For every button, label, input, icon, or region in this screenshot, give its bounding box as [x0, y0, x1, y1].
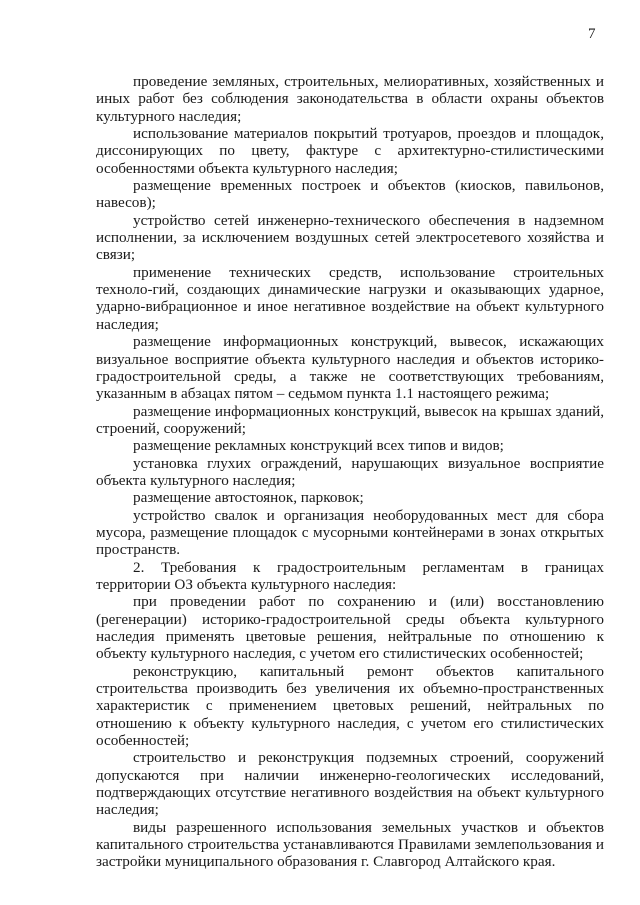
page-number: 7: [588, 26, 596, 42]
paragraph: виды разрешенного использования земельных участков и объектов капитального строительства устанавливаются Правилами землепользования и застройки муниципального образования г. Славгород Алтайского края.: [96, 818, 604, 871]
paragraph: использование материалов покрытий тротуаров, проездов и площадок, диссонирующих по цвету, фактуре с архитектурно-стилистическими особенностями объекта культурного наследия;: [96, 125, 604, 177]
paragraph: размещение временных построек и объектов (киосков, павильонов, навесов);: [96, 177, 604, 212]
body-text: [96, 73, 604, 871]
paragraph: применение технических средств, использование строительных техноло-гий, создающих динамические нагрузки и оказывающих ударное, ударно-вибрационное и иное негативное воздействие на объект культурного наследия;: [96, 263, 604, 333]
paragraph: установка глухих ограждений, нарушающих визуальное восприятие объекта культурного наследия;: [96, 454, 604, 489]
paragraph: размещение рекламных конструкций всех типов и видов;: [133, 437, 504, 455]
paragraph: размещение информационных конструкций, вывесок, искажающих визуальное восприятие объекта культурного наследия и объектов историко-градостроительной среды, а также не соответствующих требованиям, указанным в абзацах пятом – седьмом пункта 1.1 настоящего режима;: [96, 333, 604, 403]
paragraph: проведение земляных, строительных, мелиоративных, хозяйственных и иных работ без соблюдения законодательства в области охраны объектов культурного наследия;: [96, 73, 604, 125]
paragraph: 2. Требования к градостроительным регламентам в границах территории ОЗ объекта культурного наследия:: [96, 558, 604, 593]
paragraph: реконструкцию, капитальный ремонт объектов капитального строительства производить без увеличения их объемно-пространственных характеристик с применением цветовых решений, нейтральных по отношению к объекту культурного наследия, с учетом его стилистических особенностей;: [96, 662, 604, 750]
paragraph: размещение информационных конструкций, вывесок на крышах зданий, строений, сооружений;: [96, 402, 604, 437]
paragraph: размещение автостоянок, парковок;: [133, 489, 364, 507]
paragraph: устройство свалок и организация необорудованных мест для сбора мусора, размещение площадок с мусорными контейнерами в зонах открытых пространств.: [96, 506, 604, 559]
paragraph: при проведении работ по сохранению и (или) восстановлению (регенерации) историко-градостроительной среды объекта культурного наследия применять цветовые решения, нейтральные по отношению к объекту культурного наследия, с учетом его стилистических особенностей;: [96, 593, 604, 663]
paragraph: строительство и реконструкция подземных строений, сооружений допускаются при наличии инженерно-геологических исследований, подтверждающих отсутствие негативного воздействия на объект культурного наследия;: [96, 749, 604, 819]
paragraph: устройство сетей инженерно-технического обеспечения в надземном исполнении, за исключением воздушных сетей электросетевого хозяйства и связи;: [96, 211, 604, 264]
